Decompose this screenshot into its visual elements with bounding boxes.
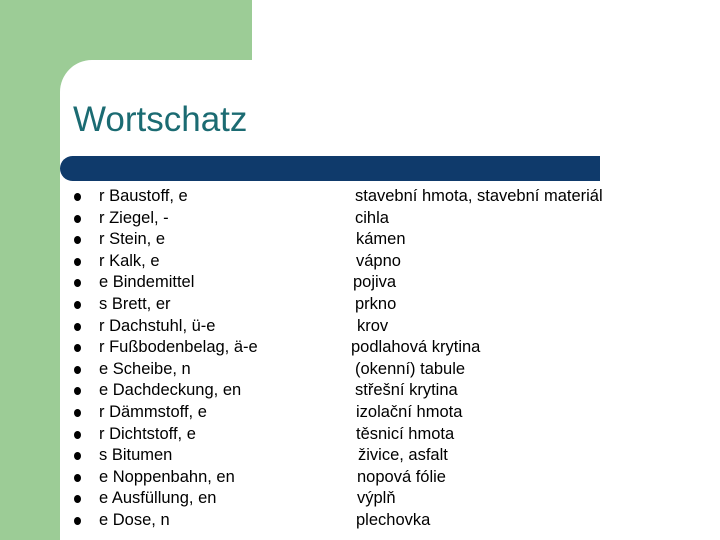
czech-translation: plechovka [356, 510, 431, 529]
vocab-item [0, 229, 720, 251]
vocab-item [0, 380, 720, 402]
vocab-item [0, 445, 720, 467]
czech-translation: nopová fólie [357, 467, 446, 486]
czech-translation: živice, asfalt [358, 446, 448, 465]
vocab-item [0, 272, 720, 294]
vocab-item [0, 208, 720, 230]
bullet-dot-icon [74, 431, 81, 439]
bullet-dot-icon [74, 409, 81, 417]
czech-translation: prkno [355, 294, 397, 313]
vocab-item [0, 424, 720, 446]
german-term: r Dichtstoff, e [99, 424, 196, 443]
vocab-item [0, 359, 720, 381]
bullet-dot-icon [74, 452, 81, 460]
bullet-dot-icon [74, 387, 81, 395]
czech-translation: těsnicí hmota [356, 424, 455, 443]
bullet-dot-icon [74, 474, 81, 482]
czech-translation: izolační hmota [356, 402, 463, 421]
czech-translation: krov [357, 316, 389, 335]
bullet-dot-icon [74, 301, 81, 309]
bullet-dot-icon [74, 366, 81, 374]
bullet-dot-icon [74, 323, 81, 331]
bullet-dot-icon [74, 517, 81, 525]
vocabulary-list [0, 186, 720, 532]
vocab-item [0, 467, 720, 489]
vocab-item [0, 316, 720, 338]
german-term: r Stein, e [99, 230, 166, 249]
vocab-item [0, 337, 720, 359]
german-term: e Dachdeckung, en [99, 381, 242, 400]
title-underline-bar [60, 156, 600, 181]
bullet-dot-icon [74, 193, 81, 201]
german-term: r Dämmstoff, e [99, 402, 207, 421]
vocab-item [0, 251, 720, 273]
bullet-dot-icon [74, 215, 81, 223]
vocab-item [0, 294, 720, 316]
bullet-dot-icon [74, 258, 81, 266]
german-term: e Dose, n [99, 510, 170, 529]
vocab-item [0, 402, 720, 424]
german-term: r Kalk, e [99, 251, 160, 270]
german-term: r Baustoff, e [99, 187, 188, 205]
czech-translation: střešní krytina [355, 381, 458, 400]
czech-translation: kámen [356, 230, 406, 249]
german-term: s Brett, er [99, 294, 171, 313]
czech-translation: cihla [355, 208, 389, 227]
slide-title: Wortschatz [73, 100, 248, 139]
bullet-dot-icon [74, 236, 81, 244]
czech-translation: výplň [357, 489, 396, 508]
bullet-dot-icon [74, 279, 81, 287]
german-term: r Fußbodenbelag, ä-e [99, 338, 258, 357]
bullet-dot-icon [74, 344, 81, 352]
vocab-item [0, 510, 720, 532]
german-term: e Ausfüllung, en [99, 489, 217, 508]
german-term: e Bindemittel [99, 273, 195, 292]
czech-translation: pojiva [353, 273, 397, 292]
bullet-dot-icon [74, 495, 81, 503]
german-term: e Scheibe, n [99, 359, 191, 378]
german-term: s Bitumen [99, 446, 173, 465]
german-term: r Ziegel, - [99, 208, 169, 227]
czech-translation: stavební hmota, stavební materiál [355, 187, 603, 205]
vocab-item [0, 186, 720, 208]
czech-translation: podlahová krytina [351, 338, 481, 357]
german-term: e Noppenbahn, en [99, 467, 235, 486]
german-term: r Dachstuhl, ü-e [99, 316, 216, 335]
czech-translation: (okenní) tabule [355, 359, 466, 378]
vocab-item [0, 488, 720, 510]
czech-translation: vápno [356, 251, 401, 270]
